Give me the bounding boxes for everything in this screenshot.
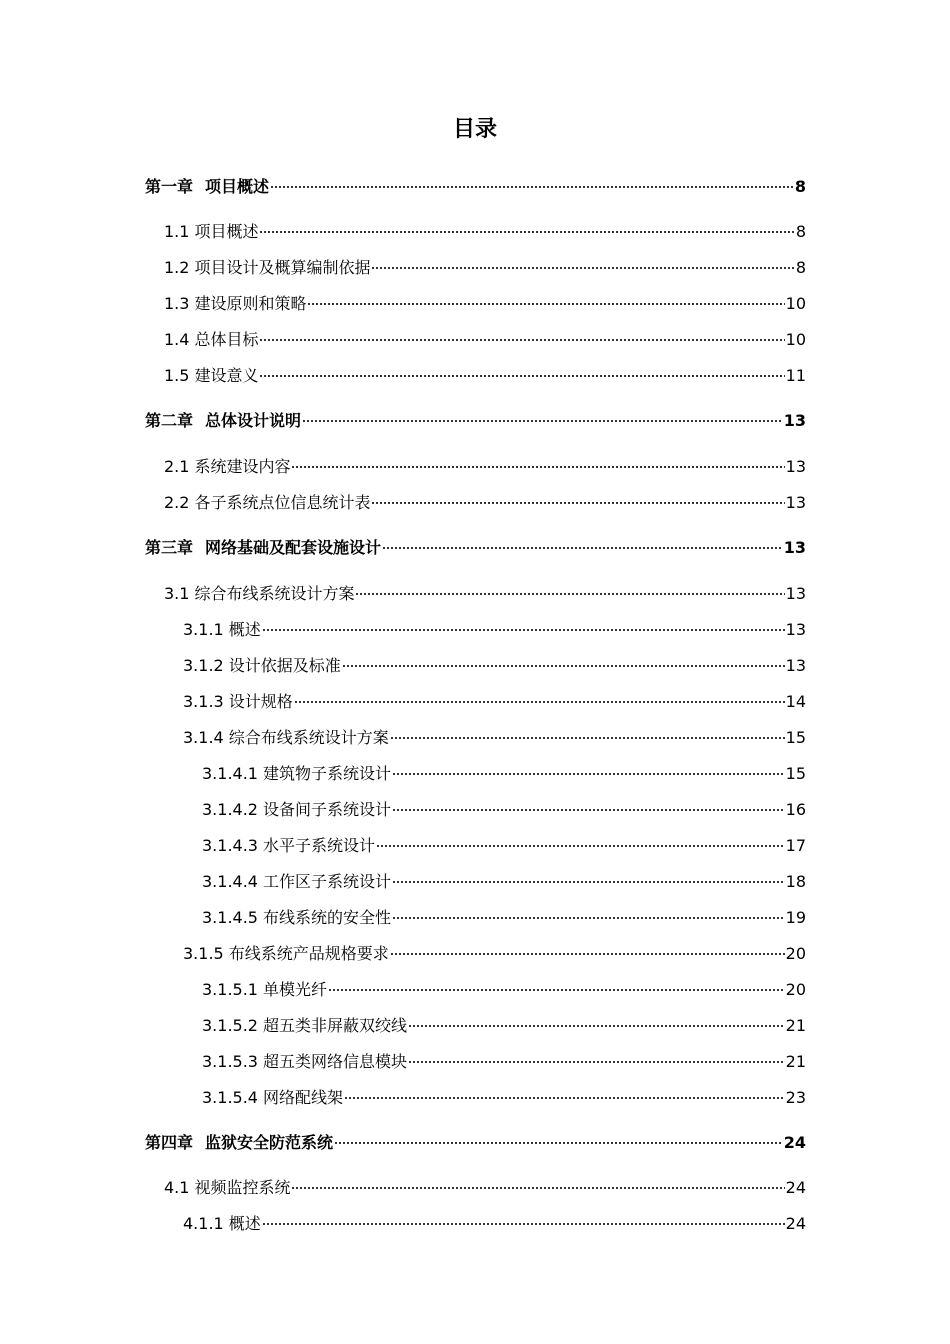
toc-entry-number: 1.4 bbox=[164, 330, 190, 349]
toc-entry-page: 8 bbox=[794, 177, 806, 196]
dot-leader bbox=[376, 827, 785, 851]
toc-entry-label: 超五类网络信息模块 bbox=[262, 1052, 407, 1071]
toc-entry[interactable] bbox=[202, 827, 806, 855]
toc-entry-page: 15 bbox=[785, 728, 806, 747]
dot-leader bbox=[294, 683, 785, 707]
dot-leader bbox=[344, 1079, 785, 1103]
dot-leader bbox=[302, 402, 783, 426]
toc-entry-label: 布线系统的安全性 bbox=[262, 908, 391, 927]
toc-entry[interactable] bbox=[164, 484, 806, 512]
toc-entry-number: 3.1 bbox=[164, 584, 190, 603]
toc-entry[interactable] bbox=[164, 575, 806, 603]
toc-entry-label: 建设原则和策略 bbox=[194, 294, 307, 313]
dot-leader bbox=[408, 1043, 785, 1067]
dot-leader bbox=[355, 575, 784, 599]
toc-entry-label: 网络基础及配套设施设计 bbox=[205, 538, 382, 557]
dot-leader bbox=[259, 321, 784, 345]
toc-entry-page: 13 bbox=[783, 538, 806, 557]
toc-entry-page: 8 bbox=[795, 258, 806, 277]
toc-entry[interactable] bbox=[164, 1169, 806, 1197]
toc-entry-number: 3.1.2 bbox=[183, 656, 224, 675]
toc-entry[interactable] bbox=[164, 357, 806, 385]
toc-entry-page: 16 bbox=[785, 800, 806, 819]
toc-entry-page: 17 bbox=[785, 836, 806, 855]
toc-entry-label: 工作区子系统设计 bbox=[262, 872, 391, 891]
toc-entry[interactable] bbox=[202, 1079, 806, 1107]
toc-entry[interactable] bbox=[202, 1007, 806, 1035]
toc-entry-number: 3.1.5.1 bbox=[202, 980, 258, 999]
dot-leader bbox=[371, 484, 784, 508]
toc-entry-page: 24 bbox=[785, 1214, 806, 1233]
toc-entry-number: 3.1.4.2 bbox=[202, 800, 258, 819]
toc-entry-page: 8 bbox=[795, 222, 806, 241]
toc-entry-number: 第三章 bbox=[145, 538, 194, 557]
toc-entry-page: 13 bbox=[783, 411, 806, 430]
toc-entry-page: 20 bbox=[785, 980, 806, 999]
toc-entry-label: 总体目标 bbox=[194, 330, 259, 349]
toc-entry-page: 13 bbox=[785, 620, 806, 639]
dot-leader bbox=[328, 971, 785, 995]
toc-entry-label: 监狱安全防范系统 bbox=[205, 1133, 334, 1152]
dot-leader bbox=[382, 529, 783, 553]
toc-entry-number: 1.3 bbox=[164, 294, 190, 313]
toc-entry-page: 13 bbox=[785, 493, 806, 512]
toc-entry-number: 3.1.4 bbox=[183, 728, 224, 747]
toc-entry-label: 网络配线架 bbox=[262, 1088, 343, 1107]
toc-entry-number: 3.1.5 bbox=[183, 944, 224, 963]
toc-entry-number: 3.1.1 bbox=[183, 620, 224, 639]
dot-leader bbox=[307, 285, 784, 309]
dot-leader bbox=[342, 647, 785, 671]
toc-entry-number: 2.1 bbox=[164, 457, 190, 476]
dot-leader bbox=[291, 448, 784, 472]
toc-entry-page: 19 bbox=[785, 908, 806, 927]
toc-entry-label: 设计规格 bbox=[228, 692, 293, 711]
toc-entry-page: 15 bbox=[785, 764, 806, 783]
dot-leader bbox=[392, 755, 785, 779]
toc-chapter-entry[interactable] bbox=[145, 529, 806, 557]
toc-entry-page: 11 bbox=[785, 366, 806, 385]
toc-entry[interactable] bbox=[164, 448, 806, 476]
toc-entry-page: 10 bbox=[785, 330, 806, 349]
toc-entry-number: 3.1.4.1 bbox=[202, 764, 258, 783]
toc-entry-number: 第四章 bbox=[145, 1133, 194, 1152]
dot-leader bbox=[291, 1169, 784, 1193]
dot-leader bbox=[371, 249, 794, 273]
toc-entry-page: 20 bbox=[785, 944, 806, 963]
toc-entry-number: 1.5 bbox=[164, 366, 190, 385]
dot-leader bbox=[262, 1205, 785, 1229]
toc-entry-page: 14 bbox=[785, 692, 806, 711]
toc-entry[interactable] bbox=[183, 719, 806, 747]
toc-entry[interactable] bbox=[183, 647, 806, 675]
toc-entry-number: 2.2 bbox=[164, 493, 190, 512]
toc-entry[interactable] bbox=[164, 249, 806, 277]
toc-entry-label: 建筑物子系统设计 bbox=[262, 764, 391, 783]
toc-entry[interactable] bbox=[202, 791, 806, 819]
dot-leader bbox=[392, 791, 785, 815]
toc-entry-page: 13 bbox=[785, 656, 806, 675]
toc-entry-number: 3.1.4.4 bbox=[202, 872, 258, 891]
toc-entry-page: 18 bbox=[785, 872, 806, 891]
toc-entry-label: 系统建设内容 bbox=[194, 457, 291, 476]
toc-entry-label: 综合布线系统设计方案 bbox=[228, 728, 389, 747]
toc-entry[interactable] bbox=[202, 971, 806, 999]
toc-entry[interactable] bbox=[183, 611, 806, 639]
toc-entry-label: 总体设计说明 bbox=[205, 411, 302, 430]
toc-chapter-entry[interactable] bbox=[145, 168, 806, 196]
dot-leader bbox=[334, 1124, 783, 1148]
toc-entry[interactable] bbox=[202, 755, 806, 783]
toc-entry-page: 10 bbox=[785, 294, 806, 313]
toc-entry[interactable] bbox=[183, 683, 806, 711]
toc-entry[interactable] bbox=[164, 285, 806, 313]
toc-entry-label: 项目概述 bbox=[194, 222, 259, 241]
toc-entry-label: 设计依据及标准 bbox=[228, 656, 341, 675]
toc-entry-number: 3.1.5.4 bbox=[202, 1088, 258, 1107]
toc-entry-page: 21 bbox=[785, 1016, 806, 1035]
toc-entry-label: 项目概述 bbox=[205, 177, 270, 196]
toc-entry-number: 第一章 bbox=[145, 177, 194, 196]
toc-entry[interactable] bbox=[164, 213, 806, 241]
toc-entry[interactable] bbox=[164, 321, 806, 349]
dot-leader bbox=[259, 357, 784, 381]
toc-entry-label: 水平子系统设计 bbox=[262, 836, 375, 855]
toc-entry-label: 单模光纤 bbox=[262, 980, 327, 999]
dot-leader bbox=[390, 719, 785, 743]
dot-leader bbox=[259, 213, 794, 237]
toc-title: 目录 bbox=[452, 117, 497, 142]
toc-entry-number: 1.1 bbox=[164, 222, 190, 241]
toc-entry-label: 布线系统产品规格要求 bbox=[228, 944, 389, 963]
toc-entry-number: 第二章 bbox=[145, 411, 194, 430]
toc-entry-number: 3.1.4.3 bbox=[202, 836, 258, 855]
toc-entry-label: 建设意义 bbox=[194, 366, 259, 385]
dot-leader bbox=[408, 1007, 785, 1031]
toc-entry-label: 设备间子系统设计 bbox=[262, 800, 391, 819]
toc-entry-number: 3.1.3 bbox=[183, 692, 224, 711]
dot-leader bbox=[262, 611, 785, 635]
toc-entry[interactable] bbox=[183, 1205, 806, 1233]
toc-entry-page: 13 bbox=[785, 457, 806, 476]
toc-entry-number: 4.1 bbox=[164, 1178, 190, 1197]
toc-entry-page: 21 bbox=[785, 1052, 806, 1071]
dot-leader bbox=[270, 168, 794, 192]
toc-entry-label: 项目设计及概算编制依据 bbox=[194, 258, 371, 277]
toc-entry-label: 概述 bbox=[228, 620, 261, 639]
toc-chapter-entry[interactable] bbox=[145, 1124, 806, 1152]
toc-entry[interactable] bbox=[202, 899, 806, 927]
dot-leader bbox=[390, 935, 785, 959]
toc-entry-number: 3.1.5.3 bbox=[202, 1052, 258, 1071]
toc-entry-number: 1.2 bbox=[164, 258, 190, 277]
toc-entry-number: 4.1.1 bbox=[183, 1214, 224, 1233]
toc-entry-label: 概述 bbox=[228, 1214, 261, 1233]
toc-entry-page: 24 bbox=[785, 1178, 806, 1197]
toc-entry-label: 视频监控系统 bbox=[194, 1178, 291, 1197]
toc-chapter-entry[interactable] bbox=[145, 402, 806, 430]
toc-entry-label: 各子系统点位信息统计表 bbox=[194, 493, 371, 512]
toc-entry[interactable] bbox=[202, 1043, 806, 1071]
toc-entry[interactable] bbox=[202, 863, 806, 891]
toc-entry-label: 综合布线系统设计方案 bbox=[194, 584, 355, 603]
toc-entry-number: 3.1.4.5 bbox=[202, 908, 258, 927]
dot-leader bbox=[392, 899, 785, 923]
toc-entry-page: 23 bbox=[785, 1088, 806, 1107]
toc-entry-label: 超五类非屏蔽双绞线 bbox=[262, 1016, 407, 1035]
toc-entry-page: 13 bbox=[785, 584, 806, 603]
toc-entry[interactable] bbox=[183, 935, 806, 963]
toc-entry-page: 24 bbox=[783, 1133, 806, 1152]
toc-entry-number: 3.1.5.2 bbox=[202, 1016, 258, 1035]
dot-leader bbox=[392, 863, 785, 887]
